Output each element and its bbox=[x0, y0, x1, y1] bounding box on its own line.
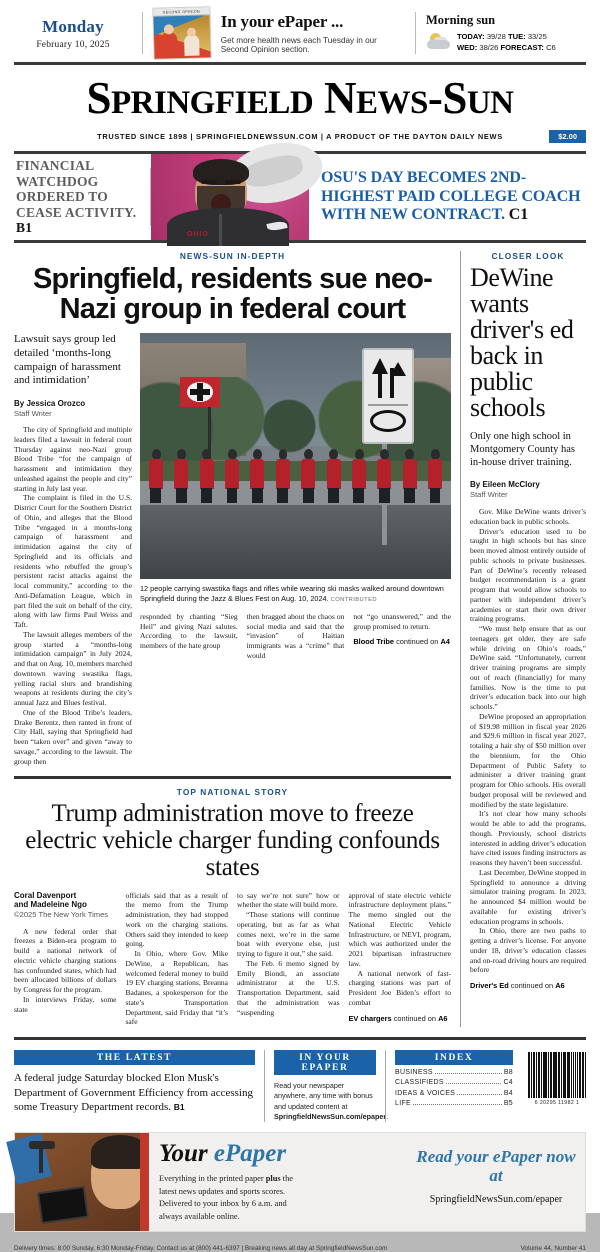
publication-date: February 10, 2025 bbox=[36, 39, 110, 50]
road-sign-icon bbox=[362, 348, 414, 444]
newspaper-title: SPRINGFIELD NEWS-SUN bbox=[86, 73, 514, 123]
barcode-block bbox=[522, 1050, 586, 1122]
jump-text: continued on bbox=[396, 637, 439, 647]
paragraph: “We must help ensure that as our teenagers get older, they are safe while driving on Ohio’s roads,” DeWine said. “Unfortunately, current driver training programs are simply out of reach (financially) for many families. Now is the time to put driver’s education back into our high schools.” bbox=[470, 624, 586, 712]
paragraph: The lawsuit alleges members of the group started a “months-long intimidation campaign” in July 2024, and that on Aug. 10, members marched downtown waving swastika flags, yelling racial slurs and brandishing weapons at residents during the city’s annual Jazz and Blues festival. bbox=[14, 629, 132, 708]
national-story-col3 bbox=[237, 891, 340, 1028]
dot-leader bbox=[435, 1073, 502, 1074]
index-page: B8 bbox=[503, 1068, 513, 1076]
the-latest-header: THE LATEST bbox=[14, 1050, 255, 1065]
jump-page: A6 bbox=[438, 1013, 448, 1023]
skybox bbox=[0, 0, 600, 62]
weather-row-today bbox=[457, 31, 556, 42]
paragraph: The complaint is filed in the U.S. District Court for the Southern District of Ohio, and alleges that the Blood Tribe “engaged in a months-long campaign of harassment and intimidation against the city of Springfield and its officials and residents who rebuffed the group’s persistent racist attacks against the local community,” according to the Anti-Defamation League, which in part filed the suit on behalf of the city, along with law firms Paul Weiss and Taft. bbox=[14, 493, 132, 630]
section-divider bbox=[14, 776, 451, 779]
epaper-advertisement[interactable] bbox=[14, 1132, 586, 1232]
paragraph: DeWine proposed an appropriation of $19.98 million in fiscal year 2026 and $29.6 million in fiscal year 2027, totaling a hair shy of $50 million over the biennium, for the Ohio Department of Public Safety to administer a driver training grant program for Ohio schools. His overall budget proposal will be reviewed and modified by the state legislature. bbox=[470, 711, 586, 809]
sun-cloud-icon bbox=[426, 33, 452, 51]
national-story-col4 bbox=[349, 891, 452, 1028]
epaper-box-url[interactable]: SpringfieldNewsSun.com/epaper bbox=[274, 1111, 387, 1121]
index-header: INDEX bbox=[395, 1050, 513, 1065]
the-latest-box[interactable] bbox=[14, 1050, 255, 1122]
weather-box[interactable] bbox=[426, 13, 586, 53]
paragraph: It’s not clear how many schools would be able to add the programs, though. Previously, school districts interested in adding driver’s education have cited issues finding instructors as reasons they haven’t been successful. bbox=[470, 809, 586, 868]
national-byline-credit: ©2025 The New York Times bbox=[14, 909, 109, 919]
lead-story-headline[interactable]: Springfield, residents sue neo-Nazi group in federal court bbox=[33, 263, 432, 325]
weather-forecast-page: C6 bbox=[546, 43, 556, 52]
side-story-byline: By Eileen McClory bbox=[470, 480, 540, 490]
paragraph: not “go unanswered,” and the group promised to return. bbox=[353, 611, 452, 631]
index-row[interactable] bbox=[395, 1100, 513, 1107]
dot-leader bbox=[457, 1094, 502, 1095]
dot-leader bbox=[413, 1104, 502, 1105]
bottom-boxes bbox=[14, 1050, 586, 1122]
lead-story-jumpline[interactable] bbox=[353, 637, 451, 646]
mini-paper-header: SECOND OPINION bbox=[153, 7, 209, 16]
paragraph: In Ohio, there are two paths to getting a driver’s license. For anyone under 18, driver’s education classes and on-road driving hours are required before bbox=[470, 926, 587, 975]
paragraph: to say we’re not sure” how or whether the state will build more. bbox=[237, 890, 340, 910]
ad-body bbox=[159, 1173, 375, 1223]
bottom-divider bbox=[14, 1037, 586, 1040]
mini-paper-photo bbox=[153, 15, 210, 58]
day-of-week: Monday bbox=[42, 16, 104, 36]
weather-tue-label: TUE: bbox=[507, 32, 526, 41]
side-story bbox=[460, 251, 586, 1027]
main-content bbox=[14, 243, 586, 1027]
mini-newspaper-thumbnail bbox=[152, 6, 211, 60]
caption-text: 12 people carrying swastika flags and rifles while wearing ski masks walked around downtown Springfield during the Jazz & Blues Fest on Aug. 10, 2024. bbox=[140, 584, 444, 603]
ad-line-2: latest news updates and sports scores. bbox=[159, 1186, 286, 1196]
paragraph: In interviews Friday, some state bbox=[14, 994, 117, 1014]
jump-label: Blood Tribe bbox=[353, 637, 394, 647]
weather-wed-label: WED: bbox=[456, 43, 478, 52]
index-name: BUSINESS bbox=[395, 1068, 433, 1076]
promo-left-teaser[interactable] bbox=[14, 154, 150, 240]
side-story-jumpline[interactable] bbox=[470, 981, 586, 990]
promo-strip bbox=[14, 151, 586, 243]
ad-url[interactable]: SpringfieldNewsSun.com/epaper bbox=[429, 1194, 563, 1206]
barcode-icon bbox=[528, 1052, 586, 1098]
side-story-deck: Only one high school in Montgomery County has in-house driver training. bbox=[470, 431, 575, 469]
promo-right-text: OSU'S DAY BECOMES 2ND-HIGHEST PAID COLLEGE COACH WITH NEW CONTRACT. bbox=[321, 169, 581, 224]
date-block bbox=[14, 17, 132, 50]
page-footer bbox=[14, 1239, 586, 1252]
in-your-epaper-header: IN YOUR EPAPER bbox=[274, 1050, 376, 1075]
paragraph: The Feb. 6 memo signed by Emily Biondi, an associate administrator at the U.S. Transportation Department, said that the administration was “suspending bbox=[237, 958, 340, 1017]
jump-text: continued on bbox=[510, 981, 554, 991]
ad-line-4: always available online. bbox=[159, 1211, 240, 1221]
index-row[interactable] bbox=[395, 1069, 513, 1076]
the-latest-text: A federal judge Saturday blocked Elon Musk's Department of Government Efficiency from accessing some Treasury Department records. bbox=[14, 1072, 253, 1114]
promo-photo-coach: OHIO bbox=[151, 154, 309, 240]
lead-story-deck: Lawsuit says group led detailed ‘months-long campaign of harassment and intimidation’ bbox=[14, 333, 121, 387]
national-story-headline[interactable]: Trump administration move to freeze electric vehicle charger funding confounds states bbox=[25, 800, 440, 881]
jump-page: A6 bbox=[555, 981, 565, 991]
paragraph: In Ohio, where Gov. Mike DeWine, a Republican, has welcomed federal money to build 19 EV charging stations, Breanna Badanes, a spokesperson for the state’s Transportation Department, said Friday that “it’s safe bbox=[125, 949, 228, 1027]
weather-wed-value: 38/26 bbox=[479, 43, 499, 52]
national-story-col1 bbox=[14, 891, 117, 1028]
lead-story-body-col1 bbox=[14, 425, 132, 766]
promo-left-page: B1 bbox=[16, 220, 33, 236]
lead-story-body-colA bbox=[140, 612, 238, 661]
masthead bbox=[0, 65, 600, 151]
national-byline-1: Coral Davenport bbox=[14, 890, 77, 900]
paragraph: Last December, DeWine stopped in Springfield to announce a driving simulator training program. In 2023, he announced $4 million would be available for existing driver’s education programs in schools. bbox=[470, 867, 586, 926]
weather-today-label: TODAY: bbox=[456, 32, 485, 41]
index-list bbox=[395, 1069, 513, 1108]
ad-title-your: Your bbox=[159, 1140, 214, 1168]
in-your-epaper-box[interactable] bbox=[264, 1050, 389, 1122]
ad-title-epaper: ePaper bbox=[213, 1140, 287, 1168]
dot-leader bbox=[446, 1083, 502, 1084]
side-story-headline[interactable]: DeWine wants driver's ed back in public schools bbox=[470, 263, 574, 422]
promo-right-teaser[interactable] bbox=[309, 154, 586, 240]
paragraph: A new federal order that freezes a Biden-era program to build a national network of electric vehicle charging stations has confounded states, which had been allocated billions of dollars by Congress for the program. bbox=[14, 926, 117, 995]
ad-title bbox=[159, 1141, 405, 1166]
lead-story-photo bbox=[140, 333, 451, 579]
jump-label: EV chargers bbox=[348, 1013, 392, 1023]
footer-volume-number: Volume 44, Number 41 bbox=[520, 1245, 586, 1252]
lead-story-kicker: NEWS-SUN IN-DEPTH bbox=[179, 251, 286, 261]
paragraph: A national network of fast-charging stations was part of President Joe Biden’s effort to combat bbox=[348, 968, 451, 1007]
weather-forecast-label: FORECAST: bbox=[500, 43, 544, 52]
divider bbox=[415, 12, 416, 54]
national-story-col2 bbox=[126, 891, 229, 1028]
epaper-promo[interactable] bbox=[153, 7, 405, 59]
paragraph: One of the Blood Tribe’s leaders, Drake Berentz, then ranted in front of City Hall, saying that Springfield had been “taken over” and given “away to savage,” according to the lawsuit. The group then bbox=[14, 707, 132, 766]
divider bbox=[142, 12, 143, 54]
index-name: IDEAS & VOICES bbox=[395, 1089, 456, 1097]
epaper-promo-title: In your ePaper ... bbox=[220, 12, 344, 31]
jump-label: Driver's Ed bbox=[470, 981, 509, 991]
index-page: C4 bbox=[503, 1079, 513, 1087]
paragraph: officials said that as a result of the memo from the Trump administration, they had stopped work on the charging stations. Others said they intended to keep going. bbox=[125, 890, 228, 949]
ad-line-1: Everything in the printed paper plus the bbox=[159, 1174, 293, 1184]
ad-call-to-action: Read your ePaper now at bbox=[416, 1147, 576, 1186]
lead-story-body-colB bbox=[247, 612, 345, 661]
weather-tue-value: 33/25 bbox=[527, 32, 547, 41]
national-story bbox=[14, 787, 451, 1027]
lead-story bbox=[14, 251, 460, 1027]
national-story-jumpline[interactable] bbox=[349, 1014, 452, 1023]
paragraph: The city of Springfield and multiple leaders filed a lawsuit in federal court Thursday against neo-Nazi group Blood Tribe “for the campaign of harassment and intimidation they unleashed against the people and city” starting in July last year. bbox=[14, 425, 132, 493]
weather-row-wed bbox=[457, 42, 556, 53]
promo-right-page: C1 bbox=[508, 206, 529, 224]
weather-title: Morning sun bbox=[425, 13, 496, 27]
index-page: B5 bbox=[503, 1100, 513, 1108]
photo-caption bbox=[140, 584, 451, 605]
photo-credit: CONTRIBUTED bbox=[330, 597, 377, 603]
epaper-promo-subtitle: Get more health news each Tuesday in our Second Opinion section. bbox=[220, 36, 377, 54]
index-name: LIFE bbox=[395, 1100, 411, 1108]
ad-photo bbox=[15, 1133, 149, 1231]
paragraph: responded by chanting “Sieg Heil” and giving Nazi salutes. According to the lawsuit, members of the hate group bbox=[140, 611, 238, 651]
footer-delivery-info: Delivery times: 8:00 Sunday, 6:30 Monday-Friday. Contact us at (800) 441-6397 | Breaking news all day at SpringfieldNewsSun.com bbox=[14, 1245, 388, 1252]
paragraph: Driver’s education used to be taught in high schools but has since been moved almost entirely outside of public schools to private businesses. Part of DeWine’s recently released budget recommendation is a grant program that would allow schools to partner with independent driver’s academies or start their own driver training programs. bbox=[470, 526, 586, 624]
side-story-byline-title: Staff Writer bbox=[470, 490, 508, 500]
the-latest-page: B1 bbox=[173, 1102, 185, 1113]
index-row[interactable] bbox=[395, 1079, 513, 1086]
national-byline-2: and Madeleine Ngo bbox=[14, 899, 87, 909]
masthead-tagline: TRUSTED SINCE 1898 | SPRINGFIELDNEWSSUN.COM | A PRODUCT OF THE DAYTON DAILY NEWS bbox=[97, 132, 503, 141]
side-story-kicker: CLOSER LOOK bbox=[491, 251, 565, 261]
paragraph: Gov. Mike DeWine wants driver’s education back in public schools. bbox=[470, 507, 586, 526]
paragraph: approval of state electric vehicle infrastructure deployment plans.” The memo singled out the National Electric Vehicle Infrastructure, or NEVI, program, which was authorized under the 2021 bipartisan infrastructure law. bbox=[348, 890, 451, 968]
ad-line-3: Delivered to your inbox by 6 a.m. and bbox=[159, 1199, 287, 1209]
promo-left-text: FINANCIAL WATCHDOG ORDERED TO CEASE ACTIVITY. bbox=[16, 157, 137, 220]
lead-story-byline: By Jessica Orozco bbox=[14, 399, 86, 409]
index-page: B4 bbox=[503, 1089, 513, 1097]
paragraph: then bragged about the chaos on social media and said that the “invasion” of Haitian immigrants was a “crime” that would bbox=[246, 611, 345, 660]
lead-story-body-colC bbox=[353, 612, 451, 661]
lead-story-left-column bbox=[14, 333, 140, 766]
jump-text: continued on bbox=[393, 1013, 437, 1023]
index-box[interactable] bbox=[385, 1050, 513, 1122]
index-row[interactable] bbox=[395, 1090, 513, 1097]
side-story-body bbox=[470, 507, 586, 975]
jump-page: A4 bbox=[440, 637, 450, 647]
index-name: CLASSIFIEDS bbox=[395, 1079, 444, 1087]
epaper-box-period: . bbox=[386, 1111, 389, 1121]
lead-story-byline-title: Staff Writer bbox=[14, 409, 52, 419]
national-story-kicker: TOP NATIONAL STORY bbox=[176, 787, 289, 798]
barcode-number: 6 20295 11982 1 bbox=[534, 1100, 580, 1107]
paragraph: “Those stations will continue operating, but as far as what comes next, we’re in the same boat with everyone else, just trying to figure it out,” she said. bbox=[237, 910, 340, 959]
epaper-box-text: Read your newspaper anywhere, any time with bonus and updated content at bbox=[274, 1081, 373, 1111]
price-badge: $2.00 bbox=[549, 130, 586, 143]
weather-today-value: 39/28 bbox=[486, 32, 506, 41]
